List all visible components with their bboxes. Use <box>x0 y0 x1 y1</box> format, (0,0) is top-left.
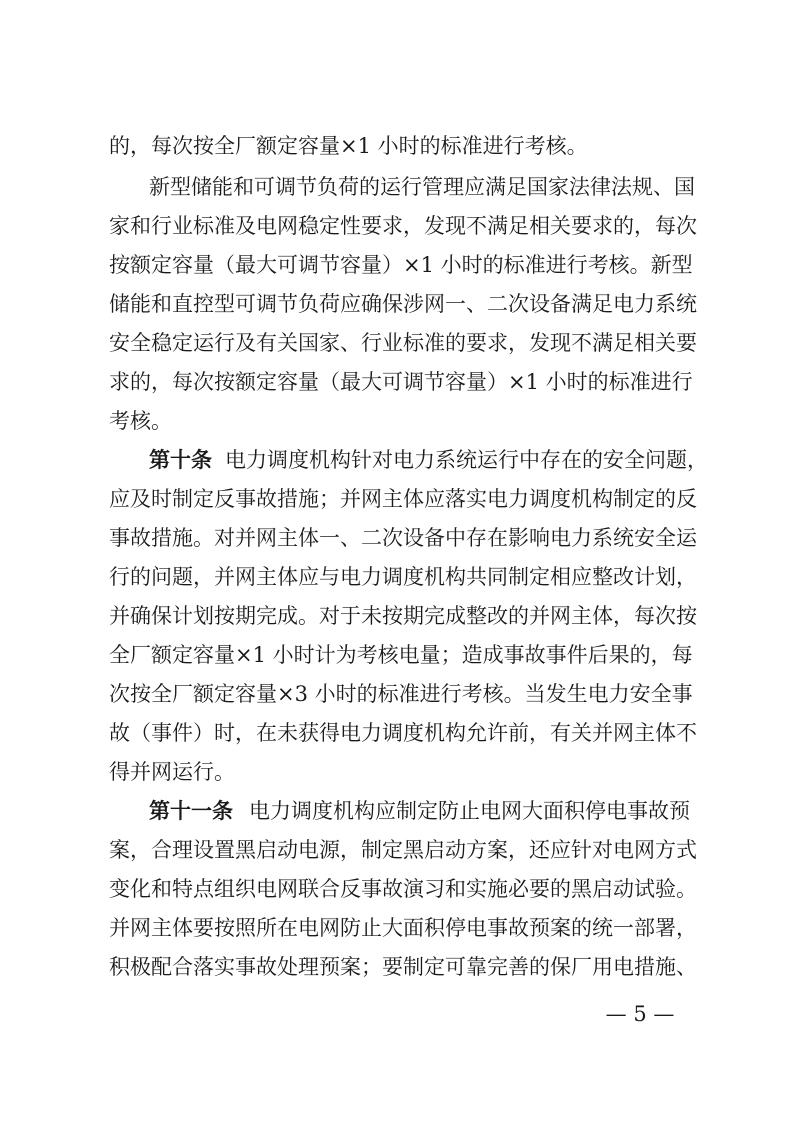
body-text-line: 次按全厂额定容量×3 小时的标准进行考核。当发生电力安全事 <box>109 682 693 706</box>
body-text-line: 应及时制定反事故措施；并网主体应落实电力调度机构制定的反 <box>109 487 697 511</box>
body-text-line: 的，每次按全厂额定容量×1 小时的标准进行考核。 <box>109 134 588 158</box>
body-text-line: 积极配合落实事故处理预案；要制定可靠完善的保厂用电措施、 <box>109 955 697 979</box>
body-text-line: 按额定容量（最大可调节容量）×1 小时的标准进行考核。新型 <box>109 253 693 277</box>
body-text-line: 家和行业标准及电网稳定性要求，发现不满足相关要求的，每次 <box>109 214 697 238</box>
body-text-line: 全厂额定容量×1 小时计为考核电量；造成事故事件后果的，每 <box>109 643 693 667</box>
body-text-line: 并网主体要按照所在电网防止大面积停电事故预案的统一部署， <box>109 916 697 940</box>
body-text-line: 事故措施。对并网主体一、二次设备中存在影响电力系统安全运 <box>109 526 697 550</box>
body-text-line: 并确保计划按期完成。对于未按期完成整改的并网主体，每次按 <box>109 604 697 628</box>
body-text-line: 安全稳定运行及有关国家、行业标准的要求，发现不满足相关要 <box>109 331 697 355</box>
article-heading: 第十条 <box>149 447 212 472</box>
body-text-line: 储能和直控型可调节负荷应确保涉网一、二次设备满足电力系统 <box>109 292 697 316</box>
body-text-line: 得并网运行。 <box>109 760 235 784</box>
body-text-line: 故（事件）时，在未获得电力调度机构允许前，有关并网主体不 <box>109 721 697 745</box>
article-heading: 第十一条 <box>149 798 233 823</box>
body-text-line: 案，合理设置黑启动电源，制定黑启动方案，还应针对电网方式 <box>109 838 697 862</box>
page-number: — 5 — <box>605 1002 675 1026</box>
body-text-line: 考核。 <box>109 409 172 433</box>
article-heading-line: 第十条 电力调度机构针对电力系统运行中存在的安全问题， <box>0 440 794 480</box>
body-text-line: 新型储能和可调节负荷的运行管理应满足国家法律法规、国 <box>149 175 695 199</box>
body-text-line: 行的问题，并网主体应与电力调度机构共同制定相应整改计划， <box>109 565 697 589</box>
body-text-line: 变化和特点组织电网联合反事故演习和实施必要的黑启动试验。 <box>109 877 697 901</box>
article-heading-line: 第十一条 电力调度机构应制定防止电网大面积停电事故预 <box>0 791 794 831</box>
body-text-line: 求的，每次按额定容量（最大可调节容量）×1 小时的标准进行 <box>109 370 693 394</box>
